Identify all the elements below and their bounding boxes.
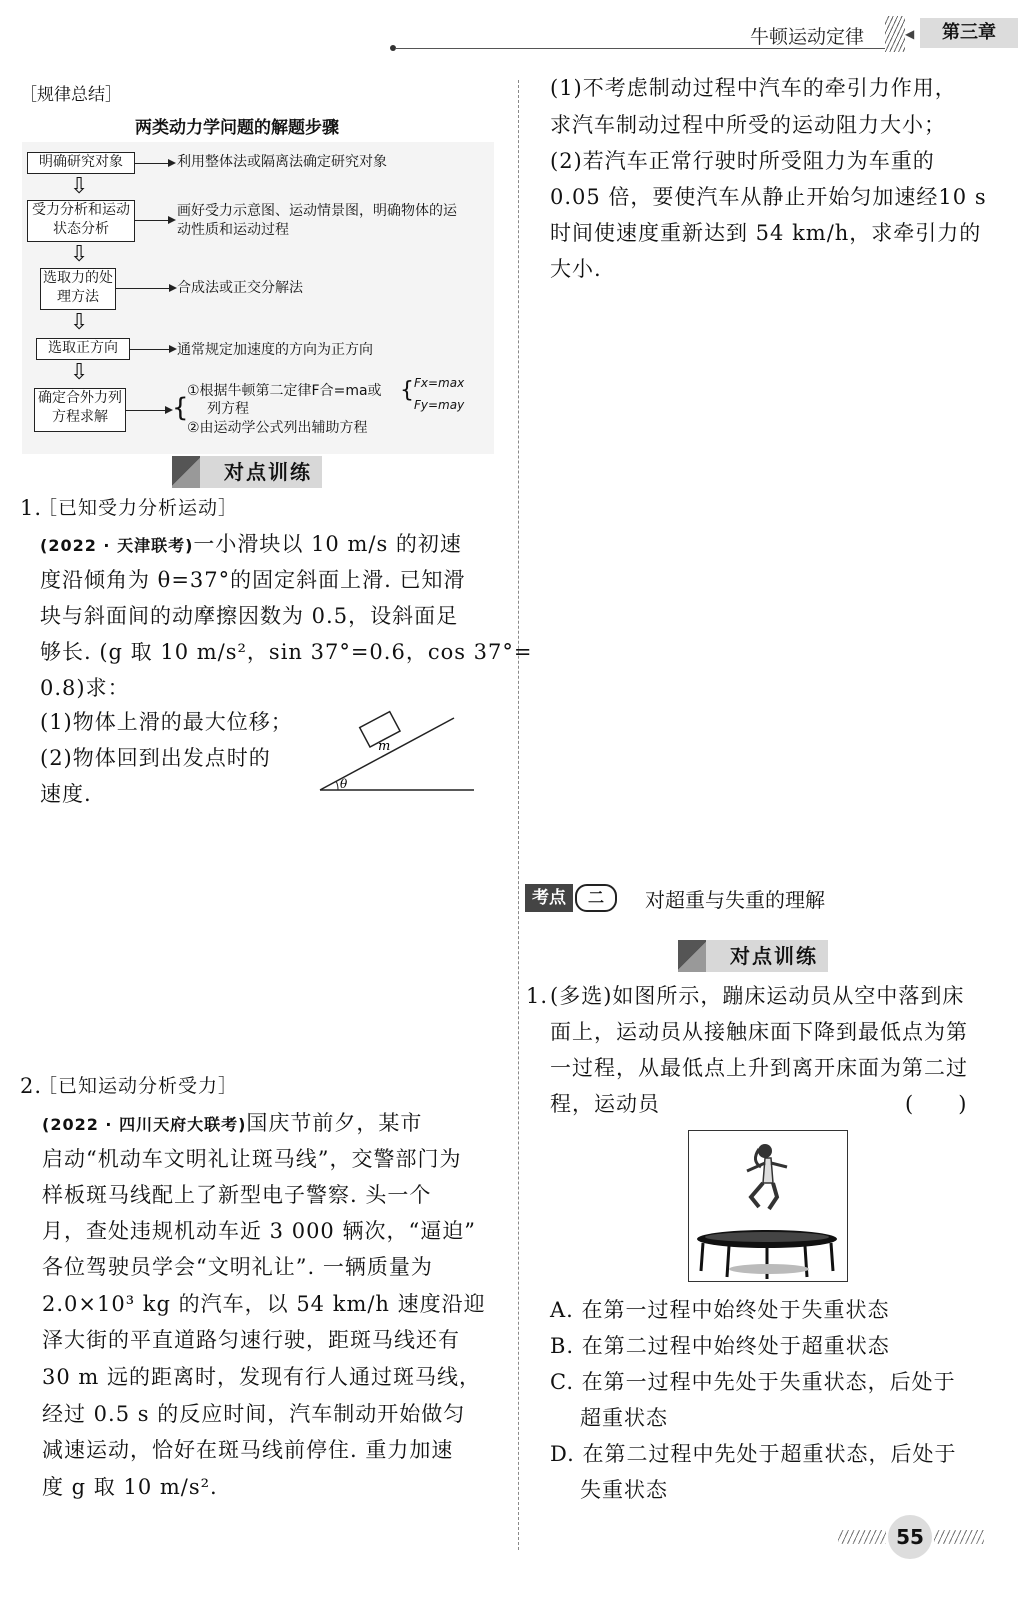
q3-line: 一过程，从最低点上升到离开床面为第二过 bbox=[550, 1056, 968, 1080]
q2-right-line: (2)若汽车正常行驶时所受阻力为车重的 bbox=[550, 149, 935, 173]
q3-number: 1. bbox=[526, 984, 549, 1008]
page-hatch-right bbox=[934, 1530, 984, 1544]
chapter-badge: 第三章 bbox=[920, 18, 1018, 48]
equation-x: Fx=max bbox=[414, 376, 465, 390]
q2-number: 2. bbox=[20, 1074, 43, 1098]
q1-text: 一小滑块以 10 m/s 的初速 bbox=[193, 532, 462, 556]
header-hatch bbox=[885, 16, 905, 52]
down-arrow-icon: ⇩ bbox=[70, 174, 89, 199]
q1-line3: 块与斜面间的动摩擦因数为 0.5，设斜面足 bbox=[40, 604, 459, 628]
training-badge bbox=[172, 456, 322, 488]
training-badge bbox=[678, 940, 828, 972]
kaodian-title: 对超重与失重的理解 bbox=[645, 888, 825, 912]
badge-icon bbox=[678, 940, 706, 972]
flow-note-5b: 列方程 bbox=[207, 401, 249, 417]
flow-note-1: 利用整体法或隔离法确定研究对象 bbox=[177, 154, 387, 170]
kaodian-badge bbox=[525, 882, 617, 914]
q2-line: 减速运动，恰好在斑马线前停住. 重力加速 bbox=[42, 1438, 454, 1462]
angle-arc bbox=[336, 781, 338, 790]
training-badge-label: 对点训练 bbox=[730, 944, 818, 968]
down-arrow-icon: ⇩ bbox=[70, 310, 89, 335]
summary-label: ［规律总结］ bbox=[20, 85, 122, 105]
down-arrow-icon: ⇩ bbox=[70, 242, 89, 267]
flow-arrow bbox=[134, 163, 174, 164]
q1-sub2b: 速度. bbox=[40, 782, 92, 806]
flow-arrow bbox=[115, 288, 175, 289]
q2-line: 启动“机动车文明礼让斑马线”，交警部门为 bbox=[42, 1147, 462, 1171]
flow-arrow bbox=[125, 410, 171, 411]
page-hatch-left bbox=[838, 1530, 886, 1544]
trampoline-drawing bbox=[689, 1131, 847, 1281]
option-c: C. 在第一过程中先处于失重状态，后处于 bbox=[550, 1370, 956, 1394]
flow-note-3: 合成法或正交分解法 bbox=[177, 280, 303, 296]
q3-line: (多选)如图所示，蹦床运动员从空中落到床 bbox=[550, 984, 965, 1008]
q1-source: (2022 · 天津联考) bbox=[40, 536, 194, 555]
option-c-cont: 超重状态 bbox=[580, 1406, 668, 1430]
q2-right-line: 求汽车制动过程中所受的运动阻力大小； bbox=[550, 113, 946, 137]
q2-line: 30 m 远的距离时，发现有行人通过斑马线， bbox=[42, 1365, 481, 1389]
q2-source: (2022 · 四川天府大联考) bbox=[42, 1115, 247, 1134]
flow-note-5c: ②由运动学公式列出辅助方程 bbox=[187, 420, 368, 436]
q2-line: 2.0×10³ kg 的汽车，以 54 km/h 速度沿迎 bbox=[42, 1292, 486, 1316]
q2-line: 各位驾驶员学会“文明礼让”. 一辆质量为 bbox=[42, 1255, 433, 1279]
flow-box-1: 明确研究对象 bbox=[27, 152, 135, 174]
flow-box-3: 选取力的处理方法 bbox=[40, 268, 116, 310]
header-title: 牛顿运动定律 bbox=[750, 26, 865, 48]
flow-arrow bbox=[129, 349, 175, 350]
option-a: A. 在第一过程中始终处于失重状态 bbox=[550, 1298, 890, 1322]
q2-line0 bbox=[42, 1105, 422, 1143]
q3-line: 程，运动员 bbox=[550, 1092, 660, 1116]
q1-number: 1. bbox=[20, 496, 43, 520]
brace: { bbox=[172, 393, 189, 423]
answer-blank: ( ) bbox=[905, 1092, 968, 1116]
column-divider bbox=[518, 80, 519, 1550]
q1-line2: 度沿倾角为 θ=37°的固定斜面上滑. 已知滑 bbox=[40, 568, 466, 592]
q1-sub1: (1)物体上滑的最大位移； bbox=[40, 710, 293, 734]
option-b: B. 在第二过程中始终处于超重状态 bbox=[550, 1334, 890, 1358]
flowchart-title: 两类动力学问题的解题步骤 bbox=[135, 118, 339, 138]
flow-box-5: 确定合外力列方程求解 bbox=[34, 388, 126, 432]
q2-line: 泽大街的平直道路匀速行驶，距斑马线还有 bbox=[42, 1328, 460, 1352]
training-badge-label: 对点训练 bbox=[224, 460, 312, 484]
q1-line1 bbox=[40, 526, 462, 564]
trampoline-figure bbox=[688, 1130, 848, 1282]
down-arrow-icon: ⇩ bbox=[70, 360, 89, 385]
q1-tag: ［已知受力分析运动］ bbox=[38, 497, 239, 519]
flow-note-5a: ①根据牛顿第二定律F合=ma或 bbox=[187, 383, 382, 399]
incline-figure bbox=[312, 700, 482, 800]
brace: { bbox=[400, 378, 414, 403]
kaodian-number: 二 bbox=[575, 884, 617, 912]
q2-line: 月，查处违规机动车近 3 000 辆次，“逼迫” bbox=[42, 1219, 476, 1243]
q2-line: 样板斑马线配上了新型电子警察. 头一个 bbox=[42, 1183, 432, 1207]
q2-right-line: 大小. bbox=[550, 257, 602, 281]
equation-y: Fy=may bbox=[414, 398, 465, 412]
angle-label: θ bbox=[340, 777, 348, 791]
flow-box-2: 受力分析和运动状态分析 bbox=[27, 200, 135, 242]
q2-line: 度 g 取 10 m/s². bbox=[42, 1475, 218, 1499]
q2-right-line: 0.05 倍，要使汽车从静止开始匀加速经10 s bbox=[550, 185, 987, 209]
option-d: D. 在第二过程中先处于超重状态，后处于 bbox=[550, 1442, 957, 1466]
q3-line: 面上，运动员从接触床面下降到最低点为第 bbox=[550, 1020, 968, 1044]
flow-note-2: 画好受力示意图、运动情景图，明确物体的运动性质和运动过程 bbox=[177, 203, 457, 238]
option-d-cont: 失重状态 bbox=[580, 1478, 668, 1502]
q2-right-line: 时间使速度重新达到 54 km/h，求牵引力的 bbox=[550, 221, 982, 245]
q1-line5: 0.8)求： bbox=[40, 676, 130, 700]
q2-right-line: (1)不考虑制动过程中汽车的牵引力作用， bbox=[550, 76, 957, 100]
flow-box-4: 选取正方向 bbox=[36, 338, 130, 360]
q1-sub2a: (2)物体回到出发点时的 bbox=[40, 746, 271, 770]
flowchart bbox=[22, 142, 494, 454]
q2-text: 国庆节前夕，某市 bbox=[246, 1111, 423, 1135]
page-number: 55 bbox=[888, 1515, 932, 1559]
flow-note-4: 通常规定加速度的方向为正方向 bbox=[177, 342, 373, 358]
q1-line4: 够长. (g 取 10 m/s²，sin 37°=0.6，cos 37°= bbox=[40, 640, 533, 664]
kaodian-label: 考点 bbox=[525, 884, 573, 912]
badge-icon bbox=[172, 456, 200, 488]
flow-arrow bbox=[134, 220, 174, 221]
q2-tag: ［已知运动分析受力］ bbox=[38, 1075, 239, 1097]
header-arrow-icon: ◀ bbox=[905, 27, 915, 41]
q2-line: 经过 0.5 s 的反应时间，汽车制动开始做匀 bbox=[42, 1402, 466, 1426]
block-label: m bbox=[378, 739, 391, 754]
